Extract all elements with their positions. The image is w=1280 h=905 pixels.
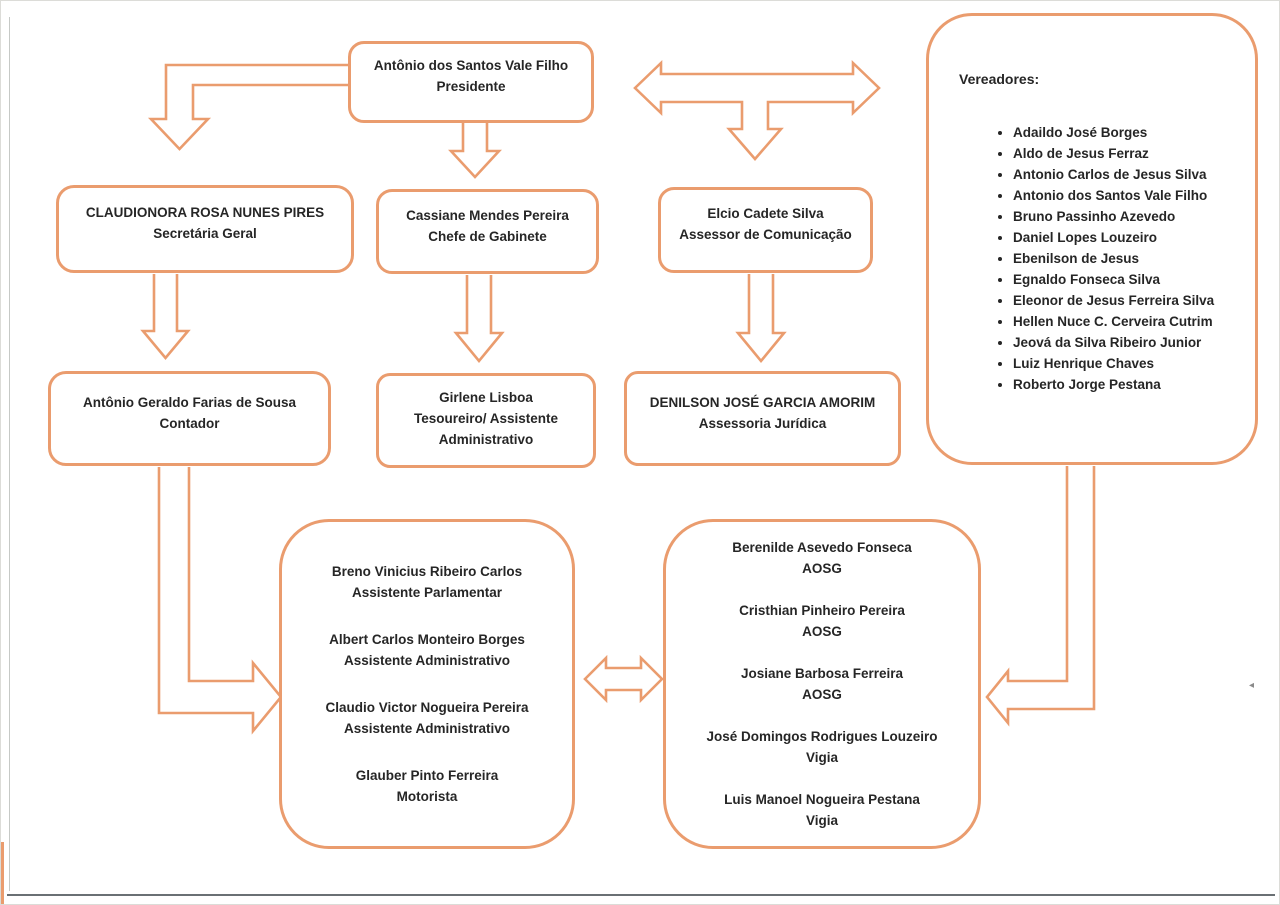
- staff-name: Luis Manoel Nogueira Pestana: [724, 792, 920, 807]
- vereador-item: • Bruno Passinho Azevedo: [1013, 206, 1237, 227]
- staff-name: Breno Vinicius Ribeiro Carlos: [331, 564, 523, 579]
- staff-role: Vigia: [805, 750, 839, 765]
- scan-edge-bottom-line: [7, 894, 1275, 896]
- staff-role: AOSG: [802, 561, 842, 576]
- box-secretaria-geral: [56, 185, 354, 273]
- staff-entry: [356, 765, 499, 807]
- juridica-name: DENILSON JOSÉ GARCIA AMORIM: [649, 394, 876, 410]
- arrow-staff-left-staff-right: [585, 658, 662, 700]
- scan-edge-left-line: [9, 17, 10, 891]
- staff-name: Albert Carlos Monteiro Borges: [329, 632, 525, 647]
- staff-name: Josiane Barbosa Ferreira: [740, 666, 904, 681]
- secretaria-role: Secretária Geral: [153, 226, 257, 241]
- vereador-item: • Aldo de Jesus Ferraz: [1013, 143, 1237, 164]
- arrow-contador-to-staff-left: [159, 467, 281, 731]
- staff-entry: [741, 663, 903, 705]
- tesoureiro-role: Tesoureiro/ Assistente Administrativo: [413, 411, 559, 447]
- staff-name: Claudio Victor Nogueira Pereira: [325, 700, 529, 715]
- secretaria-name: CLAUDIONORA ROSA NUNES PIRES: [85, 205, 325, 220]
- box-staff-parlamentar: [279, 519, 575, 849]
- gabinete-name: Cassiane Mendes Pereira: [406, 207, 569, 223]
- staff-entry: [329, 629, 525, 671]
- comunicacao-name: Elcio Cadete Silva: [707, 206, 824, 221]
- vereador-item: • Eleonor de Jesus Ferreira Silva: [1013, 290, 1237, 311]
- staff-entry: [739, 600, 905, 642]
- box-assessor-comunicacao: [658, 187, 873, 273]
- staff-name: José Domingos Rodrigues Louzeiro: [706, 729, 938, 744]
- comunicacao-role: Assessor de Comunicação: [679, 227, 852, 242]
- staff-entry: [332, 561, 522, 603]
- staff-role: Assistente Administrativo: [343, 653, 511, 668]
- vereador-item: • Luiz Henrique Chaves: [1013, 353, 1237, 374]
- arrow-gabinete-to-tesoureiro: [456, 275, 502, 361]
- vereador-item: • Antonio dos Santos Vale Filho: [1013, 185, 1237, 206]
- box-tesoureiro: [376, 373, 596, 468]
- vereador-item: • Antonio Carlos de Jesus Silva: [1013, 164, 1237, 185]
- staff-name: Berenilde Asevedo Fonseca: [732, 540, 912, 555]
- vereador-item: • Roberto Jorge Pestana: [1013, 374, 1237, 395]
- vereadores-title: Vereadores:: [959, 71, 1040, 87]
- arrow-comunicacao-to-juridica: [738, 274, 784, 361]
- arrow-vereadores-to-staff-right: [987, 466, 1094, 723]
- president-role: Presidente: [436, 79, 506, 94]
- staff-name: Glauber Pinto Ferreira: [355, 768, 499, 783]
- arrow-secretaria-to-contador: [143, 274, 188, 358]
- staff-role: AOSG: [802, 687, 842, 702]
- staff-entry: [724, 789, 920, 831]
- box-assessoria-juridica: [624, 371, 901, 466]
- gabinete-role: Chefe de Gabinete: [428, 228, 547, 244]
- staff-name: Cristhian Pinheiro Pereira: [739, 603, 905, 618]
- arrow-president-to-gabinete: [451, 123, 499, 177]
- staff-role: Motorista: [396, 789, 458, 804]
- box-chefe-gabinete: [376, 189, 599, 274]
- arrow-president-to-secretaria: [151, 65, 348, 149]
- staff-role: Assistente Administrativo: [343, 721, 511, 736]
- vereador-item: • Adaildo José Borges: [1013, 122, 1237, 143]
- juridica-role: Assessoria Jurídica: [698, 415, 827, 431]
- scan-speck-artifact: ◂: [1249, 680, 1255, 691]
- vereador-item: • Hellen Nuce C. Cerveira Cutrim: [1013, 311, 1237, 332]
- box-vereadores: [926, 13, 1258, 465]
- box-contador: [48, 371, 331, 466]
- contador-name: Antônio Geraldo Farias de Sousa: [82, 394, 297, 410]
- vereador-item: • Egnaldo Fonseca Silva: [1013, 269, 1237, 290]
- contador-role: Contador: [159, 415, 220, 431]
- scan-edge-corner-strip: [1, 842, 4, 904]
- staff-role: Assistente Parlamentar: [351, 585, 503, 600]
- vereador-item: • Daniel Lopes Louzeiro: [1013, 227, 1237, 248]
- staff-role: AOSG: [802, 624, 842, 639]
- staff-entry: [706, 726, 937, 768]
- vereador-item: • Jeová da Silva Ribeiro Junior: [1013, 332, 1237, 353]
- vereador-item: • Ebenilson de Jesus: [1013, 248, 1237, 269]
- tesoureiro-name: Girlene Lisboa: [439, 390, 533, 405]
- arrow-president-vereadores-comunicacao: [635, 63, 879, 159]
- box-staff-servicos-gerais: [663, 519, 981, 849]
- staff-entry: [325, 697, 528, 739]
- box-president: [348, 41, 594, 123]
- staff-entry: [732, 537, 912, 579]
- vereadores-list: [959, 122, 1237, 395]
- president-name: Antônio dos Santos Vale Filho: [373, 58, 569, 73]
- staff-role: Vigia: [805, 813, 838, 828]
